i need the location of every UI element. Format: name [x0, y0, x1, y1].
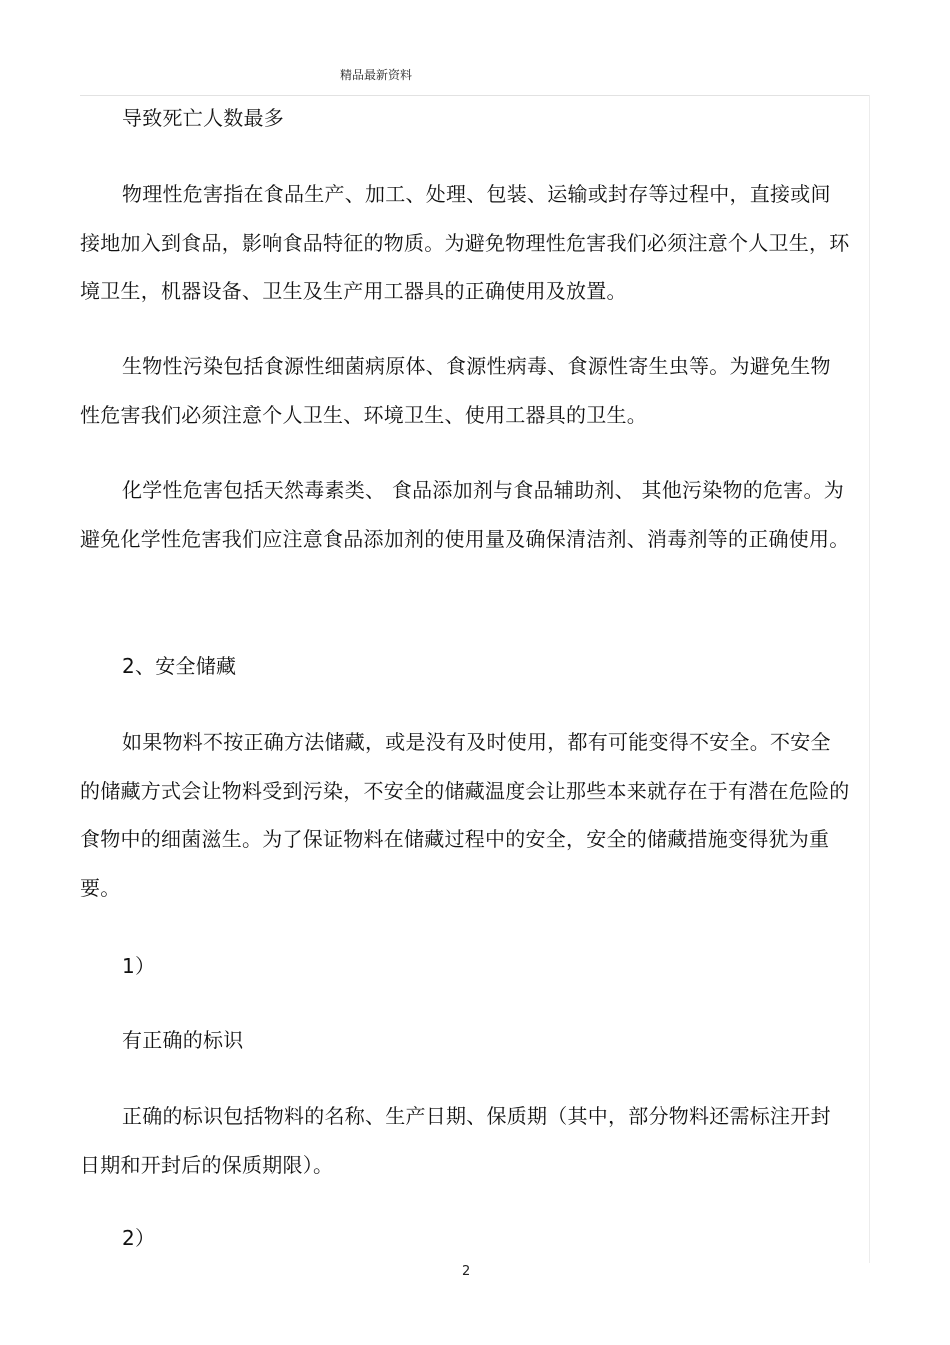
list-number-2: 2） — [122, 1226, 156, 1250]
subheading-labels: 有正确的标识 — [122, 1028, 244, 1052]
paragraph-6: 正确的标识包括物料的名称、生产日期、保质期（其中，部分物料还需标注开封日期和开封后的保质期限）。 — [80, 1104, 831, 1177]
section-heading: 2、安全储藏 — [122, 654, 237, 678]
paragraph-3: 生物性污染包括食源性细菌病原体、食源性病毒、食源性寄生虫等。为避免生物性危害我们必须注意个人卫生、环境卫生、使用工器具的卫生。 — [80, 354, 831, 427]
list-number-1: 1） — [122, 954, 156, 978]
page-number: 2 — [462, 1264, 471, 1279]
right-margin-line — [869, 95, 870, 1263]
page-header: 精品最新资料 — [340, 68, 413, 82]
paragraph-4: 化学性危害包括天然毒素类、 食品添加剂与食品辅助剂、 其他污染物的危害。为避免化学性危害我们应注意食品添加剂的使用量及确保清洁剂、消毒剂等的正确使用。 — [80, 478, 850, 551]
paragraph-1: 导致死亡人数最多 — [122, 106, 284, 130]
paragraph-5: 如果物料不按正确方法储藏，或是没有及时使用，都有可能变得不安全。不安全的储藏方式会让物料受到污染，不安全的储藏温度会让那些本来就存在于有潜在危险的食物中的细菌滋生。为了保证物料在储藏过程中的安全，安全的储藏措施变得犹为重要。 — [80, 730, 850, 900]
paragraph-2: 物理性危害指在食品生产、加工、处理、包装、运输或封存等过程中，直接或间接地加入到食品，影响食品特征的物质。为避免物理性危害我们必须注意个人卫生，环境卫生，机器设备、卫生及生产用工器具的正确使用及放置。 — [80, 182, 850, 303]
